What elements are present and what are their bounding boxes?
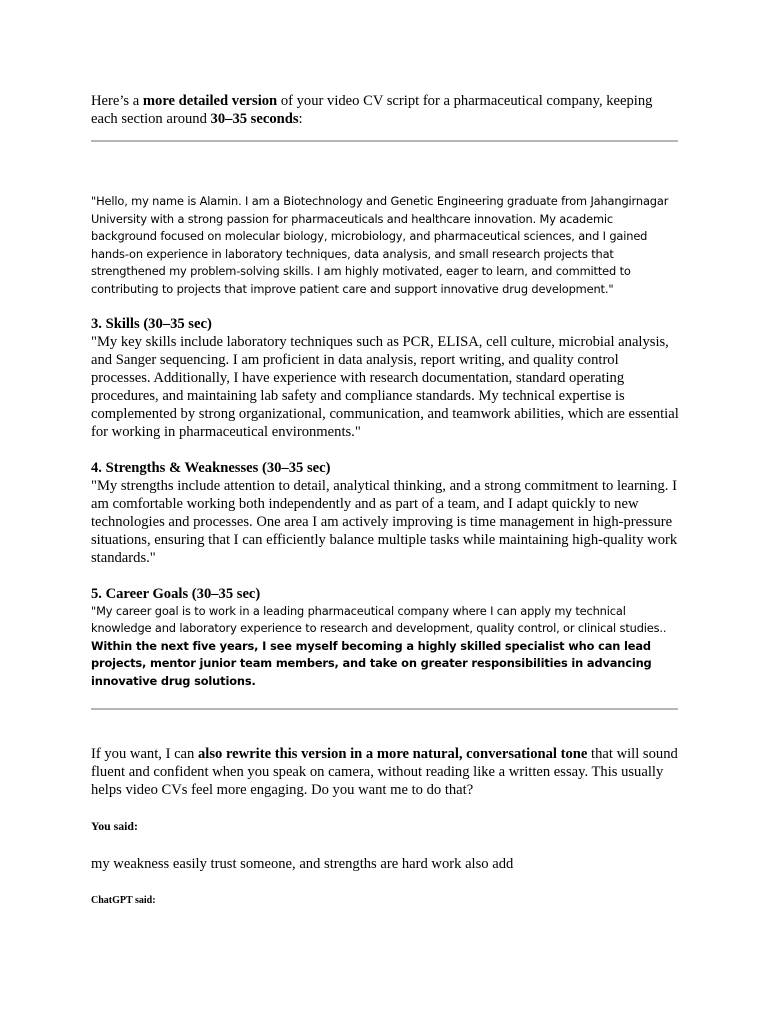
intro-bold-duration: 30–35 seconds <box>210 111 299 127</box>
section-strengths-weaknesses <box>91 459 681 567</box>
section-strengths-body: "My strengths include attention to detail, analytical thinking, and a strong commitment to learning. I am comfortable working both independently and as part of a team, and I adapt quickly to new technologies and processes. One area I am actively improving is time management in high-pressure situations, ensuring that I can efficiently balance multiple tasks while maintaining high-quality work standards." <box>91 477 678 566</box>
section-introduction-body: "Hello, my name is Alamin. I am a Biotechnology and Genetic Engineering graduate from Jahangirnagar University with a strong passion for pharmaceuticals and healthcare innovation. My academic background focused on molecular biology, microbiology, and pharmaceutical sciences, and I gained hands-on experience in laboratory techniques, data analysis, and small research projects that strengthened my problem-solving skills. I am highly motivated, eager to learn, and committed to contributing to projects that improve patient care and support innovative drug development." <box>91 194 669 296</box>
closing-suffix: that will sound fluent and confident when you speak on camera, without reading like a written essay. This usually helps video CVs feel more engaging. Do you want me to do that? <box>91 745 678 798</box>
you-said-label: You said: <box>91 818 138 833</box>
section-skills-heading: 3. Skills (30–35 sec) <box>91 315 212 332</box>
closing-bold-offer: also rewrite this version in a more natural, conversational tone <box>197 745 588 762</box>
intro-paragraph <box>91 92 681 128</box>
document-page <box>91 92 681 910</box>
career-body-plain: "My career goal is to work in a leading pharmaceutical company where I can apply my technical knowledge and laboratory experience to research and development, quality control, or clinical studies.. <box>91 603 667 636</box>
intro-suffix: : <box>298 111 303 127</box>
section-skills <box>91 315 681 441</box>
divider-top <box>91 140 678 142</box>
section-strengths-heading: 4. Strengths & Weaknesses (30–35 sec) <box>91 459 331 476</box>
career-body-bold: Within the next five years, I see myself becoming a highly skilled specialist who can lead projects, mentor junior team members, and take on greater responsibilities in advancing innovative drug solutions. <box>91 638 652 688</box>
closing-paragraph <box>91 745 681 799</box>
closing-prefix: If you want, I can <box>91 745 198 762</box>
intro-prefix: Here’s a <box>91 93 143 109</box>
intro-bold-detailed-version: more detailed version <box>142 93 278 109</box>
intro-middle: of your video CV script for a pharmaceutical company, keeping each section around <box>91 93 653 127</box>
section-career-body <box>91 603 681 691</box>
divider-bottom <box>91 708 678 710</box>
user-message: my weakness easily trust someone, and strengths are hard work also add <box>91 855 514 872</box>
section-skills-body: "My key skills include laboratory techniques such as PCR, ELISA, cell culture, microbial analysis, and Sanger sequencing. I am proficient in data analysis, report writing, and quality control processes. Additionally, I have experience with research documentation, standard operating procedures, and maintaining lab safety and compliance standards. My technical expertise is complemented by strong organizational, communication, and teamwork abilities, which are essential for working in pharmaceutical environments." <box>91 333 679 440</box>
chatgpt-said-label: ChatGPT said: <box>91 894 156 906</box>
section-career-heading: 5. Career Goals (30–35 sec) <box>91 585 261 602</box>
section-career-goals <box>91 585 681 691</box>
